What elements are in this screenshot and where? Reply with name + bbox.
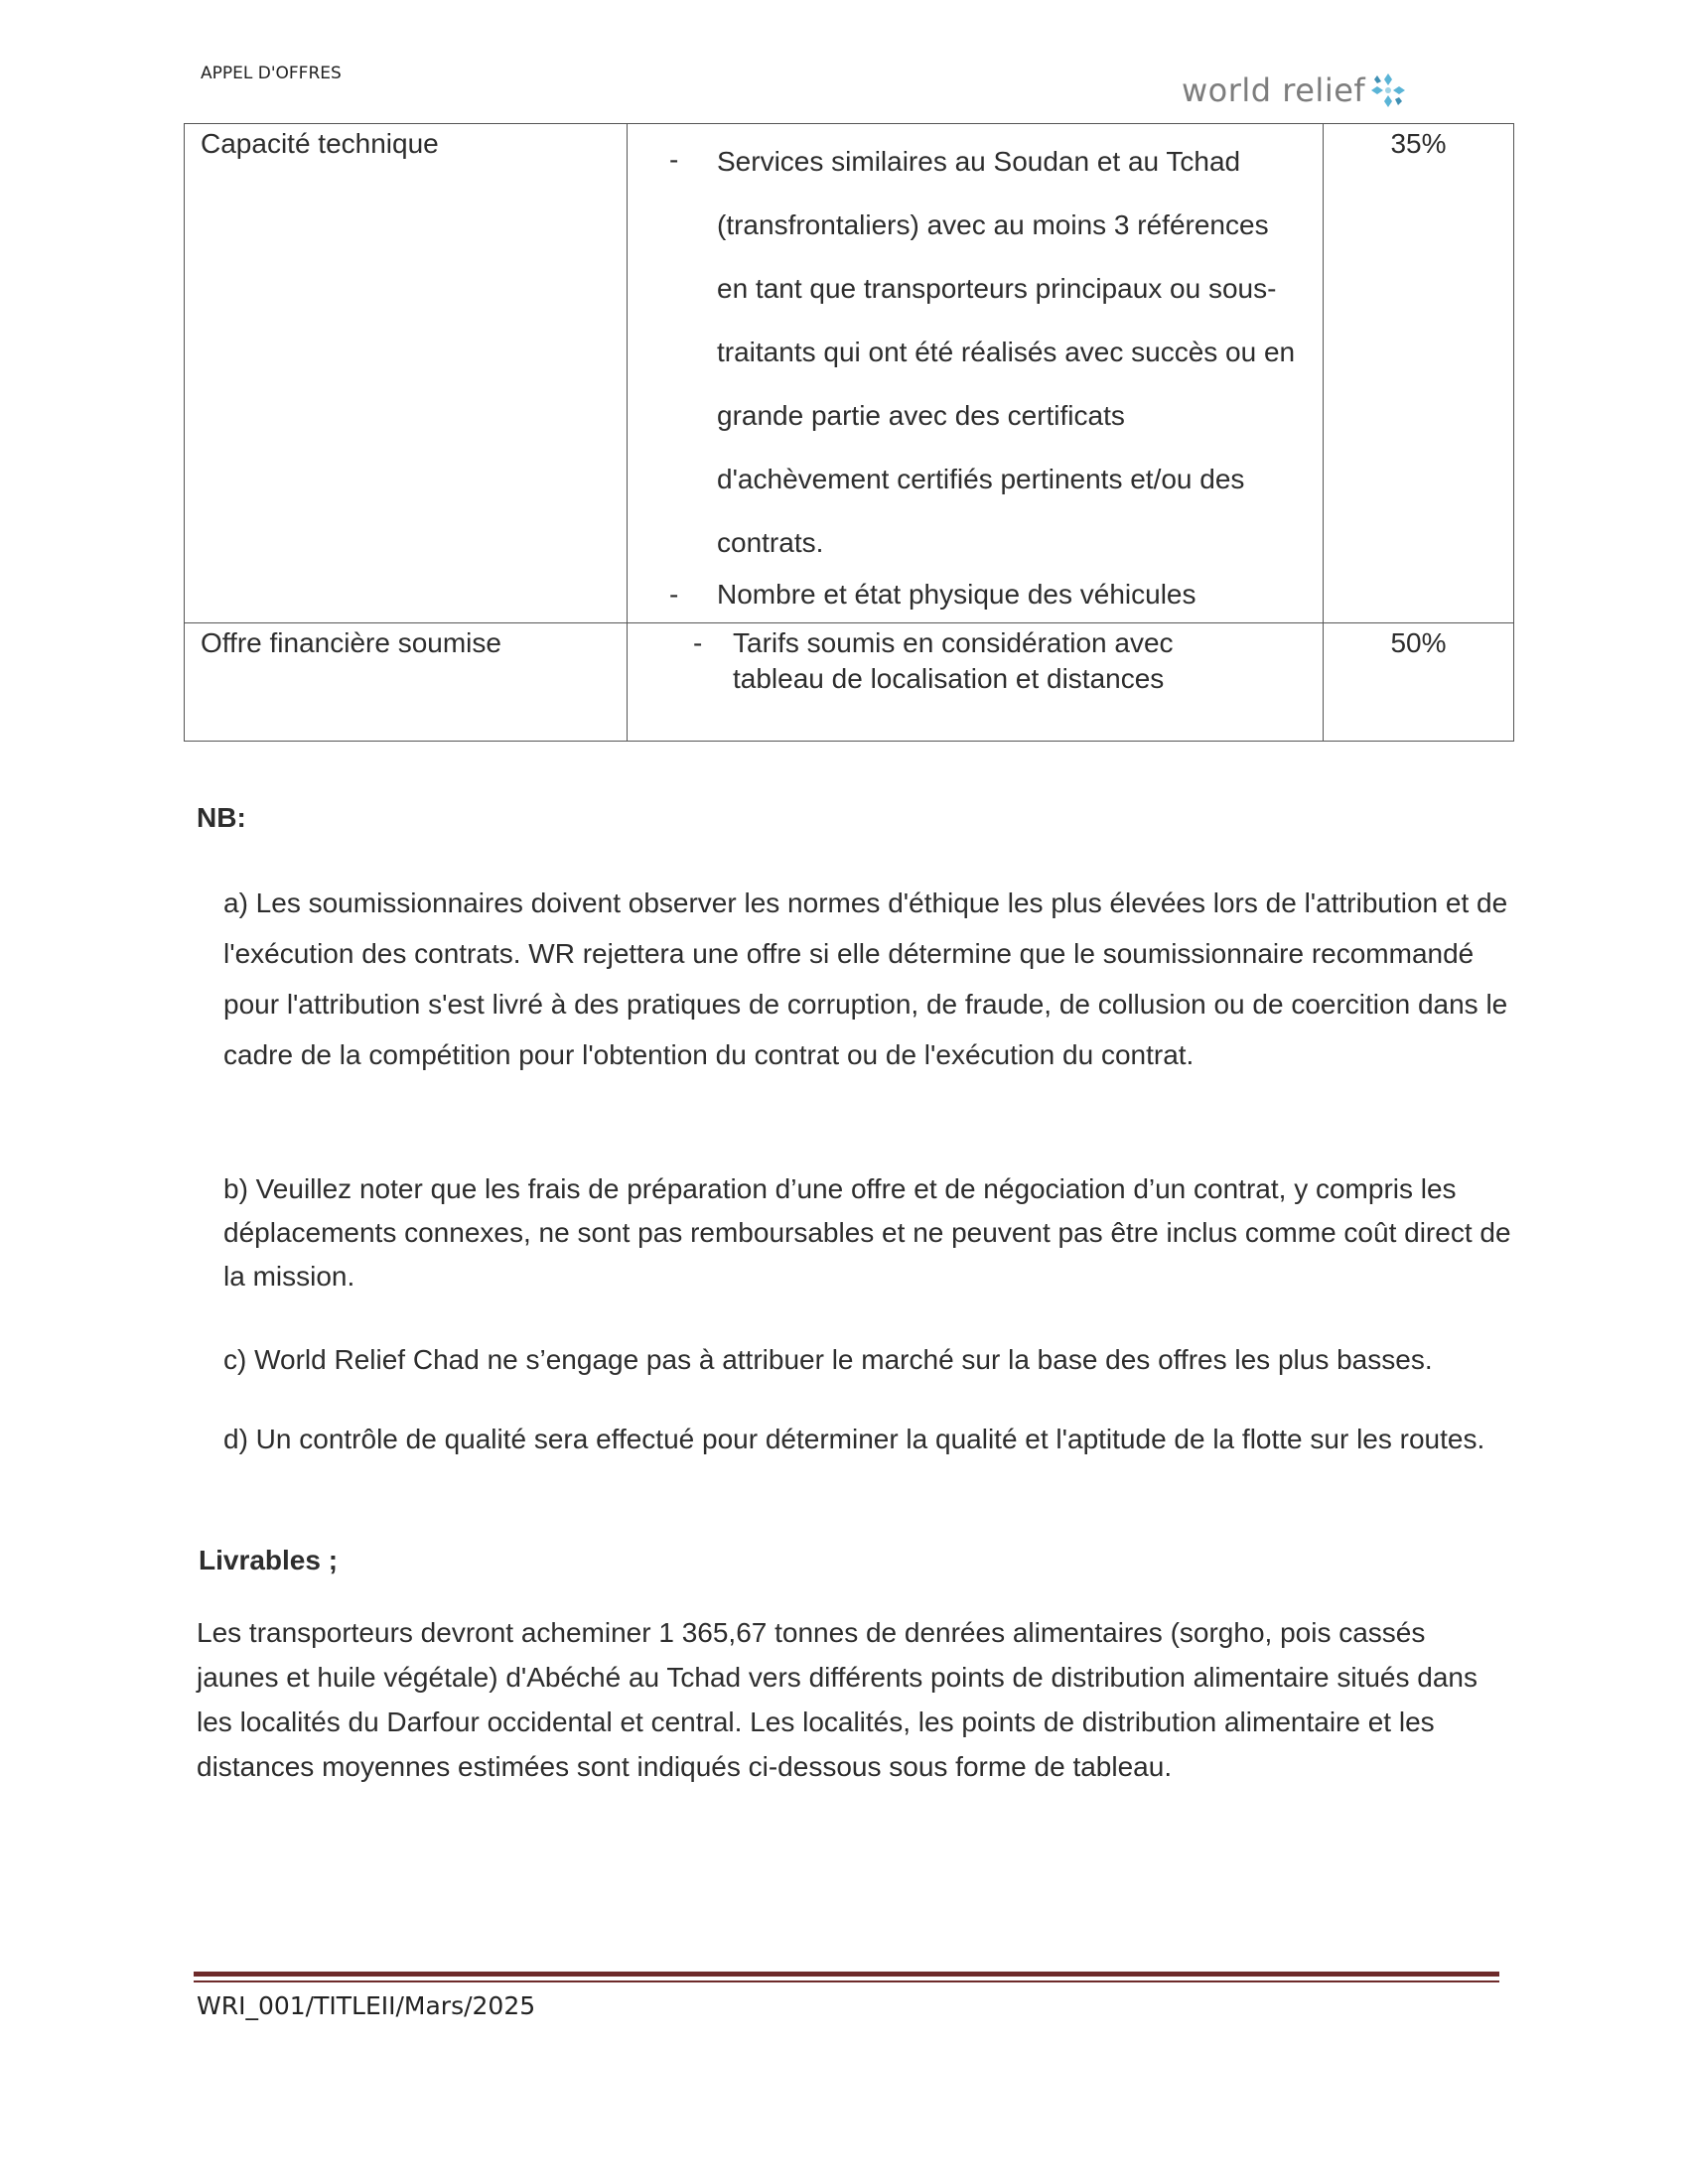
criterion-weight: 35%	[1390, 128, 1447, 159]
table-row	[185, 124, 1514, 623]
footer-rule	[194, 1972, 1499, 1977]
bullet-dash: -	[693, 627, 703, 658]
livrables-heading: Livrables ;	[199, 1545, 339, 1575]
nb-paragraph-b: b) Veuillez noter que les frais de préparation d’une offre et de négociation d’un contrat, y compris les déplacements connexes, ne sont pas remboursables et ne peuvent pas être inclus comme coût direct de la mission.	[223, 1173, 1511, 1292]
criterion-weight: 50%	[1390, 627, 1447, 658]
list-item	[628, 625, 1323, 697]
criterion-detail: Nombre et état physique des véhicules	[717, 579, 1196, 610]
table-row	[185, 623, 1514, 742]
bullet-dash: -	[669, 579, 679, 610]
page-header-title: APPEL D'OFFRES	[201, 64, 342, 83]
bullet-dash: -	[669, 144, 679, 175]
criterion-detail: Tarifs soumis en considération avec tableau de localisation et distances	[733, 627, 1174, 694]
criterion-label: Offre financière soumise	[201, 627, 501, 658]
nb-paragraph-a: a) Les soumissionnaires doivent observer les normes d'éthique les plus élevées lors de l'attribution et de l'exécution des contrats. WR rejettera une offre si elle détermine que le soumissionnaire recommandé pour l'attribution s'est livré à des pratiques de corruption, de fraude, de collusion ou de coercition dans le cadre de la compétition pour l'obtention du contrat ou de l'exécution du contrat.	[223, 887, 1508, 1070]
nb-heading: NB:	[197, 802, 246, 833]
evaluation-criteria-table	[184, 123, 1514, 742]
criterion-detail: Services similaires au Soudan et au Tchad (transfrontaliers) avec au moins 3 références en tant que transporteurs principaux ou sous-traitants qui ont été réalisés avec succès ou en grande partie avec des certificats d'achèvement certifiés pertinents et/ou des contrats.	[717, 146, 1296, 558]
nb-paragraph-d: d) Un contrôle de qualité sera effectué pour déterminer la qualité et l'aptitude de la flotte sur les routes.	[223, 1424, 1485, 1454]
list-item	[628, 128, 1323, 575]
nb-paragraph-c: c) World Relief Chad ne s’engage pas à attribuer le marché sur la base des offres les plus basses.	[223, 1344, 1433, 1375]
logo-mark-icon	[1367, 69, 1409, 111]
livrables-paragraph: Les transporteurs devront acheminer 1 365,67 tonnes de denrées alimentaires (sorgho, pois cassés jaunes et huile végétale) d'Abéché au Tchad vers différents points de distribution alimentaire situés dans les localités du Darfour occidental et central. Les localités, les points de distribution alimentaire et les distances moyennes estimées sont indiqués ci-dessous sous forme de tableau.	[197, 1617, 1477, 1782]
world-relief-logo	[1182, 69, 1409, 111]
criterion-label: Capacité technique	[201, 128, 439, 159]
logo-text: world relief	[1182, 71, 1366, 109]
footer-rule-thin	[194, 1980, 1499, 1982]
footer-reference: WRI_001/TITLEII/Mars/2025	[197, 1991, 536, 2020]
list-item	[628, 579, 1323, 611]
